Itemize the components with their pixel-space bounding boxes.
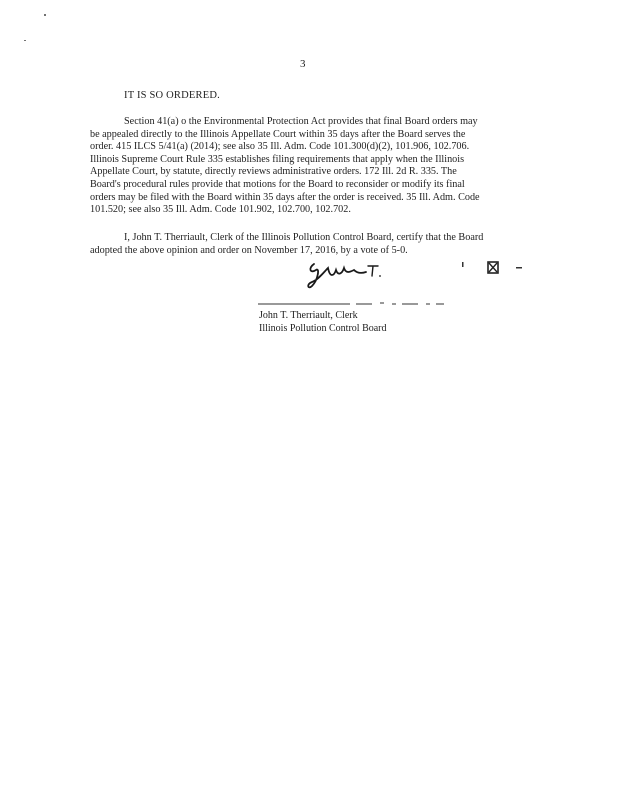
scan-speck (24, 40, 26, 41)
paragraph-line: Illinois Supreme Court Rule 335 establishes filing requirements that apply when the Illinois (90, 153, 465, 165)
certification-paragraph (90, 232, 522, 257)
paragraph-line: be appealed directly to the Illinois Appellate Court within 35 days after the Board serves the (90, 128, 466, 140)
handwritten-signature (304, 258, 394, 292)
order-heading: IT IS SO ORDERED. (124, 90, 220, 101)
page-number: 3 (300, 58, 306, 70)
paragraph-line: order. 415 ILCS 5/41(a) (2014); see also 35 Ill. Adm. Code 101.300(d)(2), 101.906, 102.706. (90, 141, 470, 153)
paragraph-line: adopted the above opinion and order on November 17, 2016, by a vote of 5-0. (90, 244, 408, 256)
scan-marks (462, 260, 532, 280)
scan-speck (44, 14, 46, 16)
paragraph-line: Appellate Court, by statute, directly reviews administrative orders. 172 Ill. 2d R. 335. The (90, 166, 457, 178)
signature-line (258, 301, 446, 307)
paragraph-line: I, John T. Therriault, Clerk of the Illinois Pollution Control Board, certify that the Board (124, 232, 484, 243)
paragraph-line: Board's procedural rules provide that motions for the Board to reconsider or modify its final (90, 178, 465, 190)
paragraph-line: 101.520; see also 35 Ill. Adm. Code 101.902, 102.700, 102.702. (90, 204, 351, 216)
signer-name-title: John T. Therriault, Clerk (259, 310, 358, 321)
signer-block (259, 310, 387, 336)
paragraph-line: Section 41(a) o the Environmental Protection Act provides that final Board orders may (124, 116, 478, 127)
appeal-paragraph (90, 116, 522, 217)
signer-organization: Illinois Pollution Control Board (259, 322, 387, 334)
paragraph-line: orders may be filed with the Board within 35 days after the order is received. 35 Ill. Adm. Code (90, 191, 480, 203)
